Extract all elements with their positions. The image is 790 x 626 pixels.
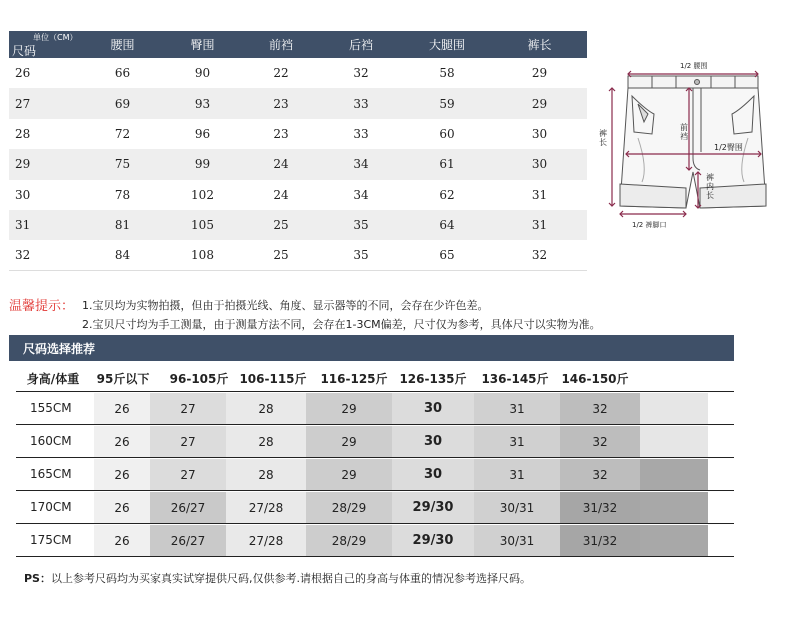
size-cell: 30/31 (474, 492, 560, 523)
hip-label: 1/2臀围 (714, 143, 743, 152)
value-cell: 58 (439, 66, 455, 81)
front-rise-label (680, 122, 688, 141)
value-cell: 34 (353, 157, 369, 172)
value-cell: 61 (439, 157, 455, 172)
size-cell: 28 (226, 393, 306, 424)
col-header-weight-range: 116-125斤 (320, 372, 388, 386)
value-cell: 75 (114, 157, 131, 172)
row-divider (16, 490, 734, 491)
row-divider (16, 391, 734, 392)
value-cell: 33 (353, 126, 369, 141)
value-cell: 59 (439, 96, 455, 111)
value-cell: 99 (194, 157, 211, 172)
size-table-header (9, 31, 587, 58)
front-rise-char: 前 (680, 123, 688, 132)
value-cell: 32 (353, 66, 369, 81)
value-cell: 84 (114, 248, 131, 263)
value-cell: 25 (273, 248, 289, 263)
value-cell: 78 (114, 187, 131, 202)
empty-cell (640, 492, 708, 523)
table-row (9, 119, 587, 149)
col-header-waist: 腰围 (110, 38, 135, 52)
hem-label: 1/2 裤脚口 (632, 221, 667, 229)
col-header-weight-range: 95斤以下 (96, 372, 150, 386)
size-cell: 26 (94, 525, 150, 556)
recommendation-title: 尺码选择推荐 (23, 342, 96, 356)
value-cell: 35 (353, 218, 369, 233)
size-cell: 28/29 (306, 525, 392, 556)
value-cell: 90 (194, 66, 211, 81)
value-cell: 35 (353, 248, 369, 263)
empty-cell (640, 459, 708, 490)
recommendation-row (16, 459, 734, 490)
value-cell: 34 (353, 187, 369, 202)
recommendation-header (9, 335, 734, 361)
table-row (9, 149, 587, 179)
table-row (9, 88, 587, 118)
size-cell: 31/32 (560, 525, 640, 556)
value-cell: 24 (273, 187, 289, 202)
size-cell: 28 (15, 126, 31, 141)
row-divider (16, 424, 734, 425)
recommendation-row (16, 393, 734, 424)
table-row (9, 210, 587, 240)
size-cell: 31/32 (560, 492, 640, 523)
height-label: 175CM (30, 533, 72, 547)
value-cell: 65 (439, 248, 455, 263)
col-header-front-rise: 前裆 (268, 38, 293, 52)
value-cell: 24 (273, 157, 289, 172)
size-cell: 26/27 (150, 525, 226, 556)
recommendation-row (16, 492, 734, 523)
col-header-length: 裤长 (527, 38, 552, 52)
size-table (9, 31, 587, 271)
height-label: 165CM (30, 467, 72, 481)
size-cell: 27 (150, 393, 226, 424)
size-cell: 31 (474, 426, 560, 457)
height-label: 160CM (30, 434, 72, 448)
value-cell: 105 (191, 218, 214, 233)
ps-label: PS： (24, 572, 51, 585)
value-cell: 62 (439, 187, 455, 202)
size-cell: 26 (94, 492, 150, 523)
value-cell: 93 (194, 96, 211, 111)
value-cell: 29 (531, 96, 548, 111)
col-header-back-rise: 后裆 (348, 38, 373, 52)
size-row-header: 尺码 (12, 44, 37, 58)
shorts-illustration (620, 76, 766, 208)
row-divider (16, 556, 734, 557)
size-cell: 32 (560, 393, 640, 424)
unit-label: 单位（CM） (33, 33, 78, 42)
size-cell: 28/29 (306, 492, 392, 523)
size-cell: 31 (474, 459, 560, 490)
size-cell: 32 (15, 248, 31, 263)
height-label: 170CM (30, 500, 72, 514)
size-cell: 28 (226, 459, 306, 490)
length-char: 长 (599, 138, 607, 147)
front-rise-char: 裆 (680, 132, 688, 141)
size-table-corner (9, 31, 82, 58)
size-cell: 29 (306, 393, 392, 424)
value-cell: 108 (191, 248, 214, 263)
row-divider (16, 457, 734, 458)
value-cell: 23 (273, 126, 289, 141)
inseam-label (706, 172, 714, 200)
col-header-weight-range: 126-135斤 (399, 372, 467, 386)
height-label: 155CM (30, 401, 72, 415)
value-cell: 31 (531, 187, 548, 202)
recommendation-column-headers (9, 365, 734, 391)
size-cell: 29 (306, 426, 392, 457)
value-cell: 23 (273, 96, 289, 111)
ps-text: 以上参考尺码均为买家真实试穿提供尺码,仅供参考.请根据自己的身高与体重的情况参考选择尺码。 (50, 572, 531, 585)
shorts-measurement-diagram (598, 58, 788, 238)
size-cell: 30 (392, 393, 474, 424)
inseam-char: 长 (706, 191, 714, 200)
recommendation-row (16, 426, 734, 457)
col-header-weight-range: 136-145斤 (481, 372, 549, 386)
col-header-weight-range: 96-105斤 (169, 372, 229, 386)
size-cell: 26 (15, 66, 31, 81)
size-cell: 30/31 (474, 525, 560, 556)
empty-cell (640, 426, 708, 457)
value-cell: 25 (273, 218, 289, 233)
size-cell: 29/30 (392, 525, 474, 556)
size-cell: 26 (94, 426, 150, 457)
size-cell: 27 (15, 96, 31, 111)
size-cell: 31 (15, 218, 31, 233)
tip-line-2: 2.宝贝尺寸均为手工测量，由于测量方法不同，会存在1-3CM偏差，尺寸仅为参考，具体尺寸以实物为准。 (82, 318, 601, 331)
value-cell: 81 (114, 218, 131, 233)
col-header-hip: 臀围 (190, 38, 215, 52)
size-cell: 27/28 (226, 492, 306, 523)
size-cell: 29/30 (392, 492, 474, 523)
size-cell: 32 (560, 426, 640, 457)
size-cell: 32 (560, 459, 640, 490)
value-cell: 31 (531, 218, 548, 233)
size-cell: 26 (94, 459, 150, 490)
size-cell: 30 (392, 426, 474, 457)
value-cell: 32 (531, 248, 548, 263)
value-cell: 30 (531, 126, 548, 141)
size-cell: 30 (15, 187, 31, 202)
value-cell: 60 (439, 126, 455, 141)
value-cell: 72 (114, 126, 131, 141)
col-header-height-weight: 身高/体重 (26, 372, 80, 386)
length-char: 裤 (599, 129, 607, 138)
size-cell: 31 (474, 393, 560, 424)
size-cell: 27 (150, 426, 226, 457)
col-header-weight-range: 106-115斤 (239, 372, 307, 386)
table-row (9, 58, 587, 88)
size-cell: 27/28 (226, 525, 306, 556)
table-row (9, 240, 587, 270)
inseam-char: 内 (706, 182, 714, 191)
tip-line-1: 1.宝贝均为实物拍摄，但由于拍摄光线、角度、显示器等的不同，会存在少许色差。 (82, 299, 489, 312)
size-cell: 29 (306, 459, 392, 490)
size-cell: 28 (226, 426, 306, 457)
col-header-thigh: 大腿围 (428, 38, 465, 52)
size-cell: 30 (392, 459, 474, 490)
value-cell: 33 (353, 96, 369, 111)
value-cell: 96 (194, 126, 211, 141)
value-cell: 22 (273, 66, 289, 81)
empty-cell (640, 525, 708, 556)
tips-title: 温馨提示： (9, 299, 75, 314)
size-cell: 26 (94, 393, 150, 424)
value-cell: 102 (191, 187, 214, 202)
table-row (9, 180, 587, 210)
size-cell: 26/27 (150, 492, 226, 523)
value-cell: 29 (531, 66, 548, 81)
value-cell: 66 (114, 66, 131, 81)
value-cell: 30 (531, 157, 548, 172)
ps-note (24, 570, 531, 586)
waist-label: 1/2 腰围 (680, 62, 708, 70)
size-cell: 29 (15, 157, 31, 172)
row-divider (16, 523, 734, 524)
empty-cell (640, 393, 708, 424)
inseam-char: 裤 (706, 173, 714, 182)
recommendation-row (16, 525, 734, 556)
col-header-weight-range: 146-150斤 (561, 372, 629, 386)
value-cell: 64 (439, 218, 455, 233)
value-cell: 69 (114, 96, 131, 111)
length-label (599, 128, 607, 147)
size-cell: 27 (150, 459, 226, 490)
